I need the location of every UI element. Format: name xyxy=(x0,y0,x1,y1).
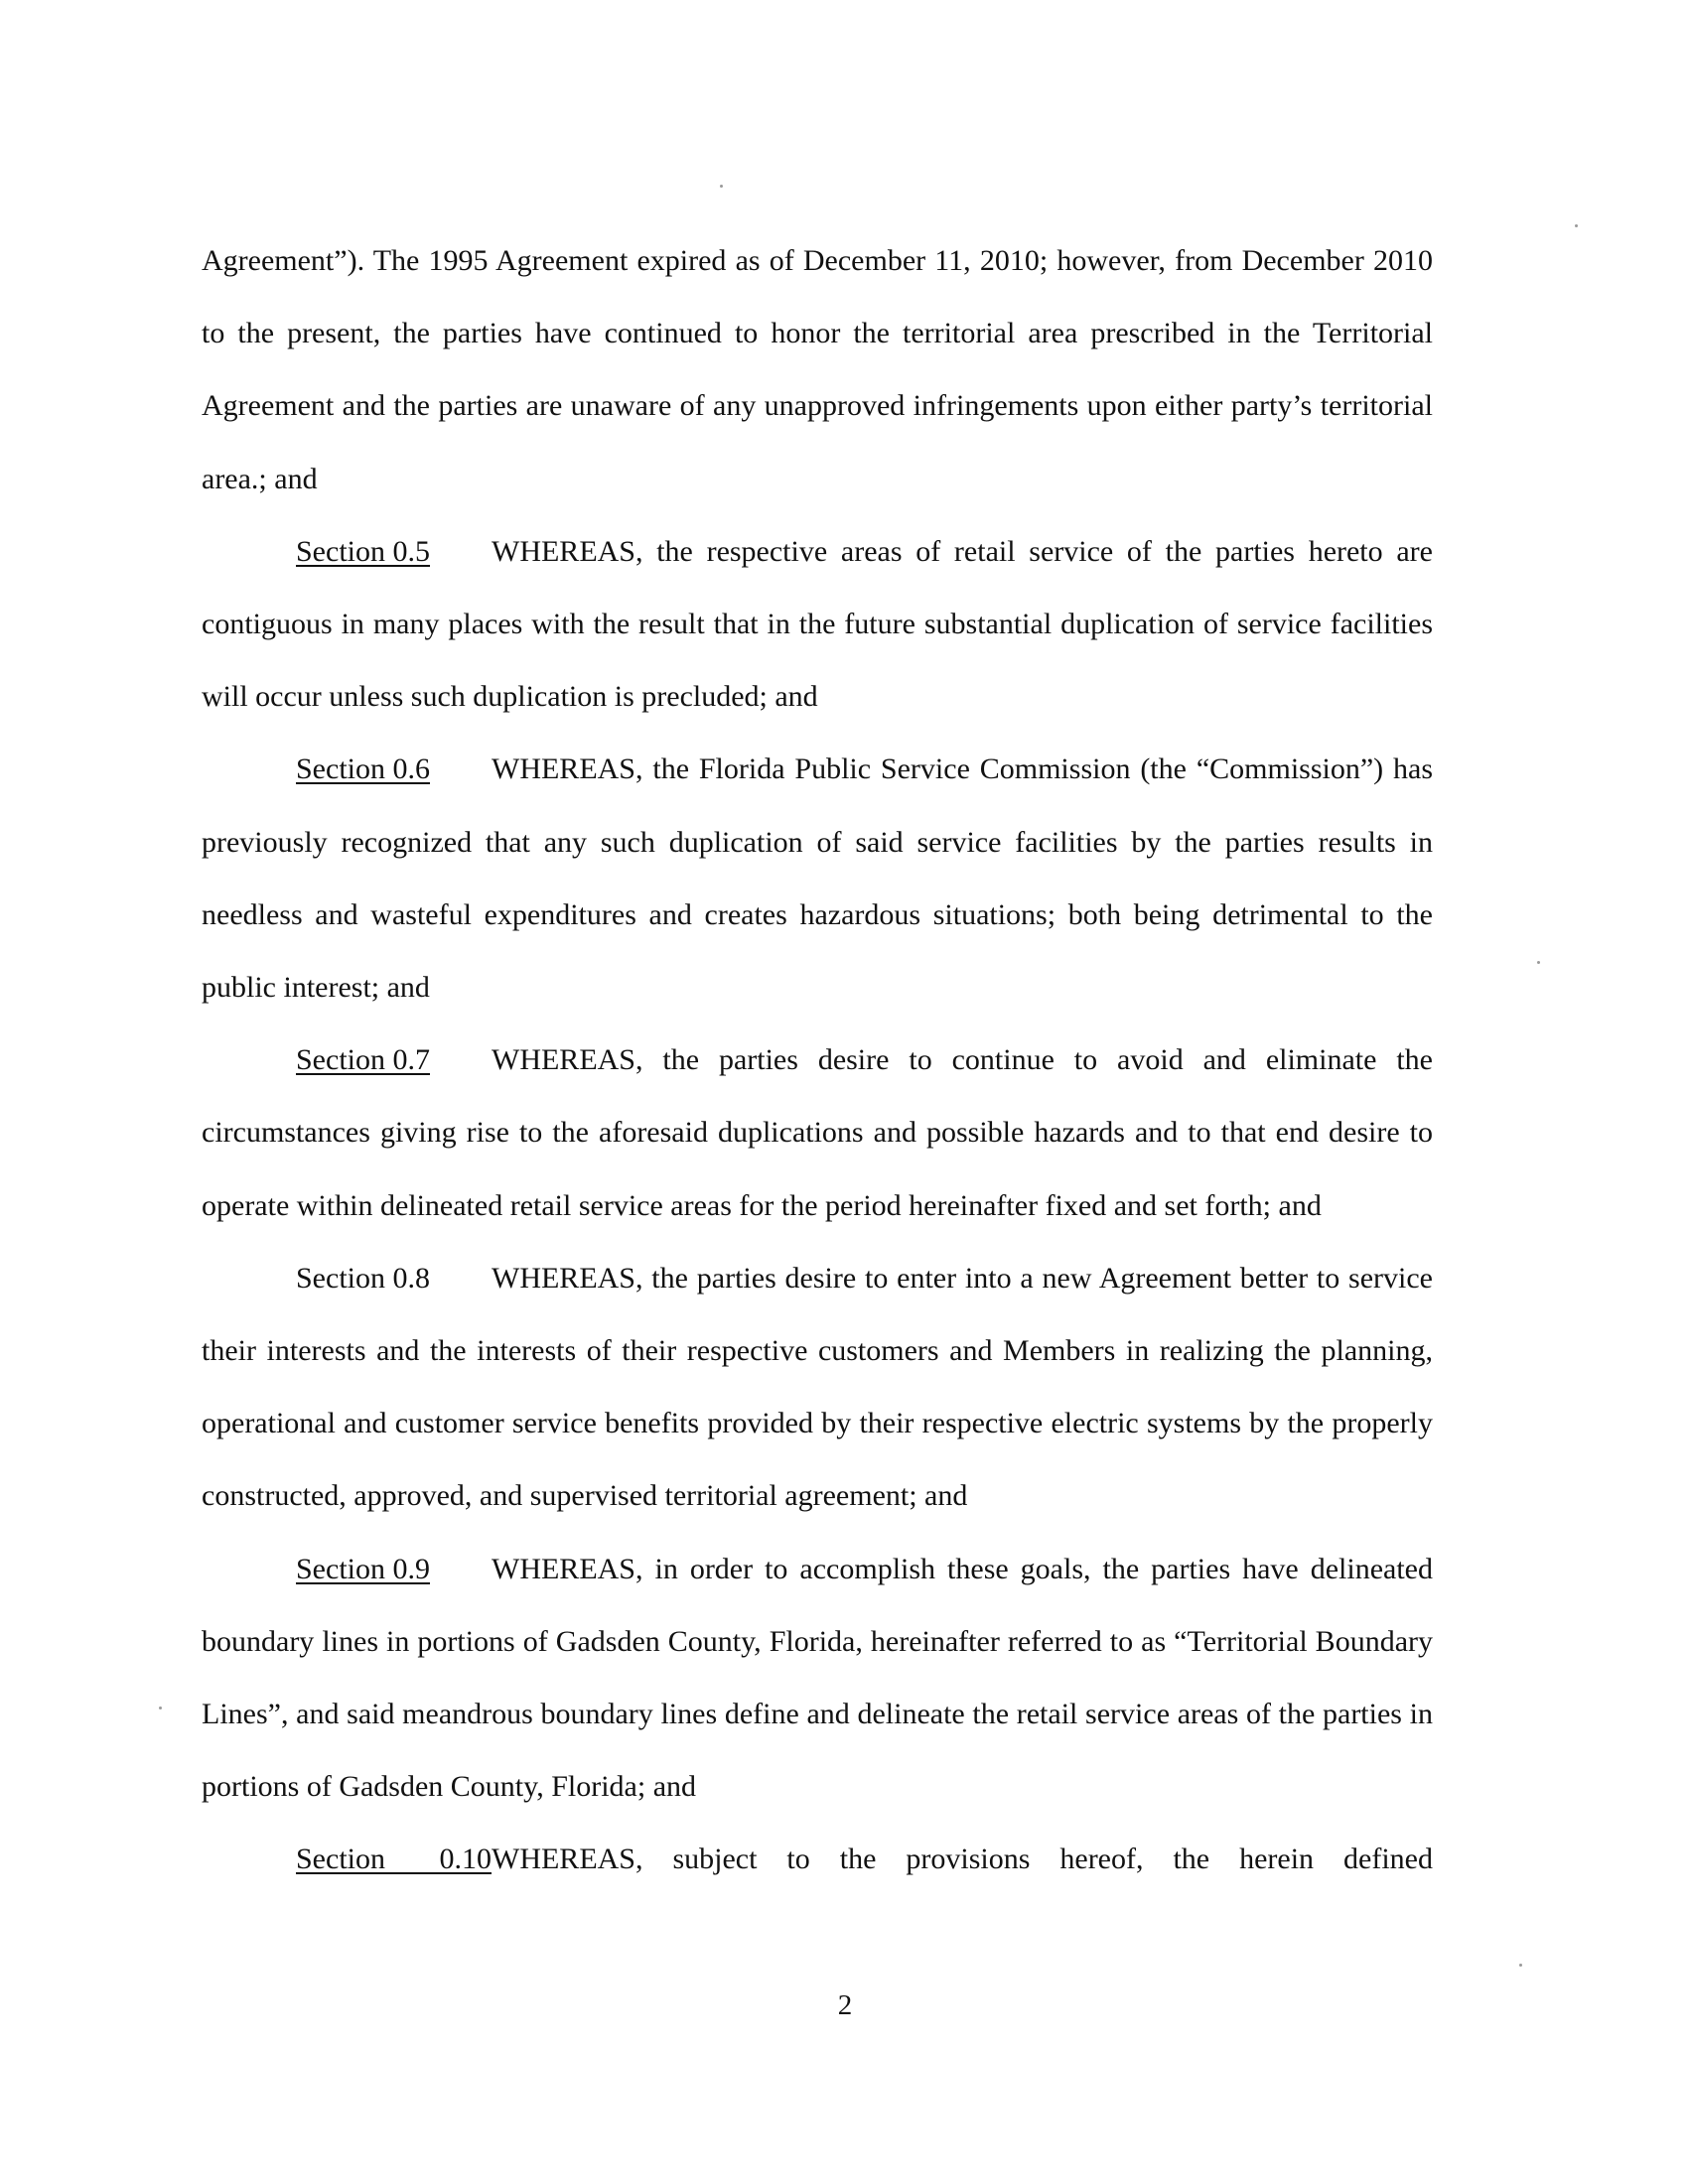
section-label-text: Section 0.7 xyxy=(296,1043,430,1077)
section-text: WHEREAS, the respective areas of retail service of the parties hereto are contiguous in many places with the result that in the future substantial duplication of service facilities will occur unless such duplication is precluded; and xyxy=(202,534,1433,714)
section-label-text: Section 0.5 xyxy=(296,534,430,568)
section-0-6-paragraph xyxy=(202,733,1433,1024)
section-label xyxy=(296,515,492,588)
scan-speck xyxy=(720,185,723,188)
section-label-text: Section 0.6 xyxy=(296,752,430,786)
section-0-8-paragraph xyxy=(202,1242,1433,1533)
document-body xyxy=(202,224,1433,1896)
section-label xyxy=(296,1533,492,1605)
section-text: WHEREAS, the Florida Public Service Commission (the “Commission”) has previously recognized that any such duplication of said service facilities by the parties results in needless and wasteful expenditures and creates hazardous situations; both being detrimental to the public interest; and xyxy=(202,752,1433,1005)
scan-speck xyxy=(1537,961,1540,964)
intro-paragraph: Agreement”). The 1995 Agreement expired as of December 11, 2010; however, from December 2010 to the present, the parties have continued to honor the territorial area prescribed in the Territorial Agreement and the parties are unaware of any unapproved infringements upon either party’s territorial area.; and xyxy=(202,244,1433,495)
section-label-text: Section 0.9 xyxy=(296,1552,430,1585)
section-label xyxy=(296,1823,492,1895)
section-text: WHEREAS, the parties desire to continue to avoid and eliminate the circumstances giving rise to the aforesaid duplications and possible hazards and to that end desire to operate within delineated retail service areas for the period hereinafter fixed and set forth; and xyxy=(202,1043,1433,1222)
section-label-text: Section 0.10 xyxy=(296,1843,492,1876)
section-0-10-paragraph xyxy=(202,1823,1433,1895)
section-text: WHEREAS, subject to the provisions hereof, the herein defined xyxy=(492,1843,1433,1876)
section-0-7-paragraph xyxy=(202,1024,1433,1242)
section-label xyxy=(296,1024,492,1096)
page-number: 2 xyxy=(837,1989,853,2021)
section-label xyxy=(296,1242,492,1314)
scan-speck xyxy=(1519,1964,1522,1967)
section-text: WHEREAS, the parties desire to enter into a new Agreement better to service their interests and the interests of their respective customers and Members in realizing the planning, operational and customer service benefits provided by their respective electric systems by the properly constructed, approved, and supervised territorial agreement; and xyxy=(202,1261,1433,1513)
scan-speck xyxy=(1575,224,1578,227)
section-text: WHEREAS, in order to accomplish these goals, the parties have delineated boundary lines in portions of Gadsden County, Florida, hereinafter referred to as “Territorial Boundary Lines”, and said meandrous boundary lines define and delineate the retail service areas of the parties in portions of Gadsden County, Florida; and xyxy=(202,1552,1433,1804)
section-0-5-paragraph xyxy=(202,515,1433,734)
section-0-9-paragraph xyxy=(202,1533,1433,1824)
section-label-text: Section 0.8 xyxy=(296,1261,430,1295)
scan-speck xyxy=(159,1706,162,1709)
section-label xyxy=(296,733,492,805)
